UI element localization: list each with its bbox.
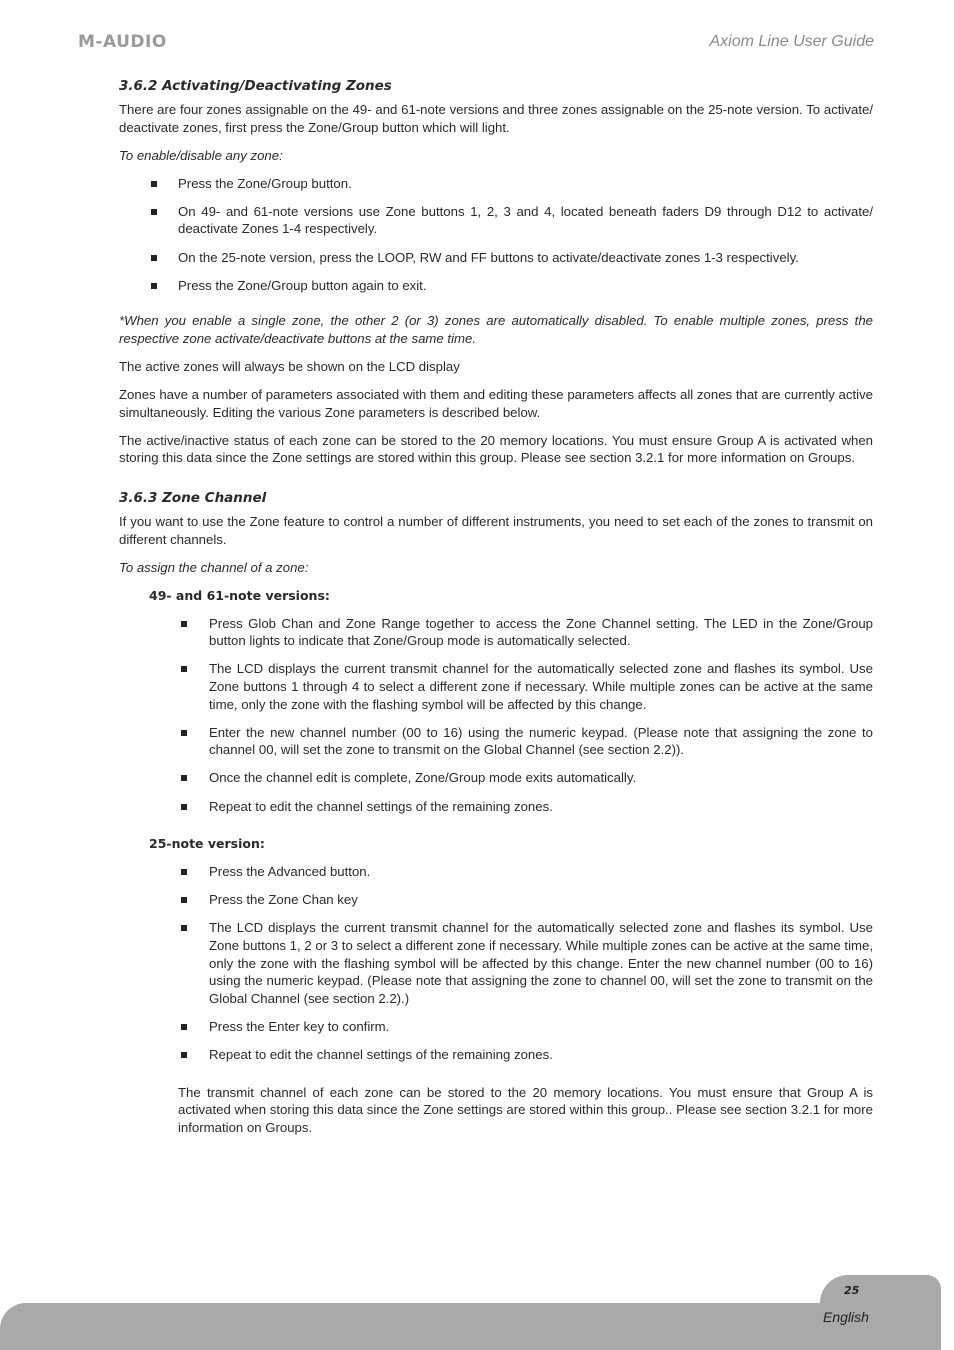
paragraph: There are four zones assignable on the 49- and 61-note versions and three zones assignable on the 25-note version. To activate/ deactivate zones, first press the Zone/Group button which will light. xyxy=(119,102,873,135)
bullet-list xyxy=(119,175,873,294)
list-item: On the 25-note version, press the LOOP, RW and FF buttons to activate/deactivate zones 1-3 respectively. xyxy=(119,249,873,267)
paragraph: Zones have a number of parameters associated with them and editing these parameters affects all zones that are currently active simultaneously. Editing the various Zone parameters is described below. xyxy=(119,387,873,420)
list-item: Press the Enter key to confirm. xyxy=(119,1018,873,1036)
list-item: The LCD displays the current transmit channel for the automatically selected zone and flashes its symbol. Use Zone buttons 1 through 4 to select a different zone if necessary. While multiple zones can be active at the same time, only the zone with the flashing symbol will be affected by this change. xyxy=(119,660,873,713)
list-item: The LCD displays the current transmit channel for the automatically selected zone and flashes its symbol. Use Zone buttons 1, 2 or 3 to select a different zone if necessary. While multiple zones can be active at the same time, only the zone with the flashing symbol will be affected by this change. Enter the new channel number (00 to 16) using the numeric keypad. (Please note that assigning the zone to channel 00, will set the zone to transmit on the Global Channel (see section 2.2).) xyxy=(119,919,873,1007)
subheading-25: 25-note version: xyxy=(149,836,265,852)
m-audio-logo: M-AUDIO xyxy=(78,32,167,52)
document-title: Axiom Line User Guide xyxy=(709,33,874,50)
list-item: Once the channel edit is complete, Zone/Group mode exits automatically. xyxy=(119,769,873,787)
list-item: On 49- and 61-note versions use Zone buttons 1, 2, 3 and 4, located beneath faders D9 through D12 to activate/ deactivate Zones 1-4 respectively. xyxy=(119,203,873,238)
lead-in: To enable/disable any zone: xyxy=(119,147,283,163)
section-heading-zone-channel: 3.6.3 Zone Channel xyxy=(119,489,267,506)
paragraph: The active zones will always be shown on the LCD display xyxy=(119,358,460,374)
lead-in: To assign the channel of a zone: xyxy=(119,559,309,575)
list-item: Repeat to edit the channel settings of the remaining zones. xyxy=(119,798,873,816)
section-heading-activating-zones: 3.6.2 Activating/Deactivating Zones xyxy=(119,78,392,94)
paragraph: If you want to use the Zone feature to control a number of different instruments, you need to set each of the zones to transmit on different channels. xyxy=(119,513,873,547)
list-item: Press the Zone/Group button. xyxy=(119,175,873,193)
language-label: English xyxy=(823,1309,869,1325)
subheading-49-61: 49- and 61-note versions: xyxy=(149,587,330,603)
bullet-list xyxy=(119,615,873,815)
footer-bar xyxy=(0,1303,941,1350)
bullet-list xyxy=(119,863,873,1063)
list-item: Press the Zone Chan key xyxy=(119,891,873,909)
list-item: Press the Zone/Group button again to exit. xyxy=(119,277,873,295)
page-number: 25 xyxy=(844,1284,860,1297)
list-item: Enter the new channel number (00 to 16) using the numeric keypad. (Please note that assigning the zone to channel 00, will set the zone to transmit on the Global Channel (see section 2.2)). xyxy=(119,724,873,759)
paragraph: The transmit channel of each zone can be stored to the 20 memory locations. You must ensure that Group A is activated when storing this data since the Zone settings are stored within this group.. Please see section 3.2.1 for more information on Groups. xyxy=(178,1084,873,1135)
paragraph: The active/inactive status of each zone can be stored to the 20 memory locations. You must ensure Group A is activated when storing this data since the Zone settings are stored within this group. Please see section 3.2.1 for more information on Groups. xyxy=(119,432,873,466)
list-item: Repeat to edit the channel settings of the remaining zones. xyxy=(119,1046,873,1064)
list-item: Press the Advanced button. xyxy=(119,863,873,881)
list-item: Press Glob Chan and Zone Range together to access the Zone Channel setting. The LED in the Zone/Group button lights to indicate that Zone/Group mode is automatically selected. xyxy=(119,615,873,650)
note: *When you enable a single zone, the other 2 (or 3) zones are automatically disabled. To enable multiple zones, press the respective zone activate/deactivate buttons at the same time. xyxy=(119,313,873,346)
page-content xyxy=(119,77,873,1147)
